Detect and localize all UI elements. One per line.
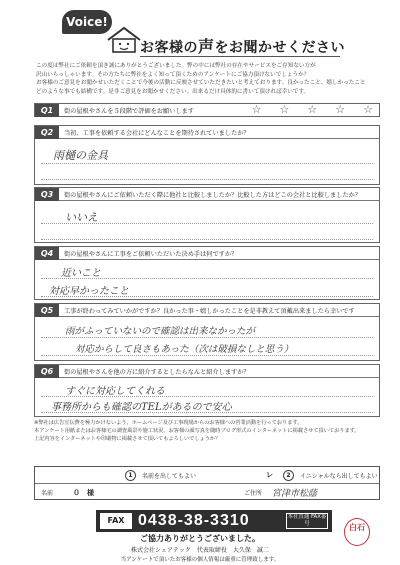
title-underline bbox=[140, 56, 340, 57]
consent-notes: ※弊社は広告宣伝費を極力かけないよう、ホームページ及び工事現場からのお客様への営業活動を行っております。 本アンケート用紙またはお客様宅の調査風景や施工状況、お客様の顔写真を随時ブログ形式のインターネットに掲載させて頂いております。 上記内容をインターネットや印刷物に掲載させて頂いてもよろしいでしょうか？ bbox=[34, 420, 360, 442]
thanks-text: ご協力ありがとうございました。 bbox=[140, 534, 260, 543]
question-1 bbox=[34, 103, 380, 117]
question-5 bbox=[34, 303, 380, 361]
handwritten-answer: 近いこと bbox=[61, 268, 101, 279]
fax-label: FAX bbox=[100, 513, 132, 529]
fax-number: 0438-38-3310 bbox=[138, 512, 250, 529]
name-table bbox=[34, 466, 380, 500]
handwritten-answer: 事務所からも確認のTELがあるので安心 bbox=[51, 402, 232, 413]
question-text: 街の屋根やさんを５段階で評価をお願いします bbox=[64, 107, 194, 115]
question-text: 街の屋根やさんに工事をご依頼いただいた決め手は何ですか？ bbox=[64, 250, 238, 258]
question-3 bbox=[34, 187, 380, 243]
handwritten-answer: 雨樋の金具 bbox=[53, 149, 108, 162]
voice-badge: Voice! bbox=[62, 10, 112, 34]
seal-stamp: 白石 bbox=[344, 518, 370, 546]
address-value[interactable]: 宮津市松蔭 bbox=[272, 489, 318, 499]
page-title: お客様の声をお聞かせください bbox=[140, 37, 346, 56]
name-row bbox=[35, 484, 379, 501]
question-2 bbox=[34, 125, 380, 185]
question-number: Q6 bbox=[35, 365, 59, 378]
question-6 bbox=[34, 364, 380, 417]
fax-bar bbox=[96, 510, 332, 532]
star-icon[interactable]: ☆ bbox=[307, 103, 318, 116]
option-1-marker[interactable]: 1 bbox=[125, 470, 136, 481]
consent-option-1: 名前を出してもよい bbox=[142, 472, 197, 480]
handwritten-answer: 対応からして良さもあった（次は破損なしと思う） bbox=[75, 344, 294, 355]
question-text: 当初、工事を依頼する会社にどんなことを期待されていましたか？ bbox=[64, 129, 250, 137]
intro-text: この度は弊社にご依頼を頂き誠にありがとうございました。弊の中には弊社の存在やサービスをご存知ない方が 沢山いらっしゃいます。その方たちに弊社をよく知って頂くためのアンケートにご協力頂けないでしょうか？ お客様のご意見をお聞かせいただくことで今後の活動に反映させていただきたいと考えております。良かったこと、嬉しかったこと どのような事でも結構です。是非ご意見をお聞かせください。出来るだけ具体的に書いて頂ければ幸いです。 bbox=[36, 63, 366, 95]
question-text: 街の屋根やさんを他の方に紹介するとしたらなんと紹介しますか？ bbox=[64, 368, 250, 376]
house-icon bbox=[106, 26, 142, 54]
name-value[interactable]: ０ 様 bbox=[73, 488, 95, 497]
checkmark-icon: レ bbox=[266, 471, 274, 479]
handwritten-answer: いいえ bbox=[65, 211, 98, 224]
question-number: Q1 bbox=[35, 104, 59, 117]
handwritten-answer: 雨がふっていないので確認は出来なかったが bbox=[65, 326, 256, 337]
handwritten-answer: すぐに対応してくれる bbox=[65, 386, 165, 397]
rating-stars bbox=[252, 104, 373, 116]
star-icon[interactable]: ☆ bbox=[363, 103, 373, 116]
star-icon[interactable]: ☆ bbox=[279, 103, 290, 116]
name-label: 名前 bbox=[41, 490, 54, 497]
consent-option-2: イニシャルなら出してもよい bbox=[300, 472, 378, 480]
privacy-text: 当アンケートで頂いたお客様の個人情報は厳重に管理致します。 bbox=[120, 557, 280, 563]
company-text: 株式会社シェアテック 代表取締役 大久保 誠二 bbox=[131, 547, 269, 554]
handwritten-answer: 対応早かったこと bbox=[49, 286, 129, 297]
question-number: Q2 bbox=[35, 126, 59, 139]
consent-row bbox=[35, 467, 379, 484]
question-text: 街の屋根やさんにご依頼いただく際に他社と比較しましたか？比較した方はどこの会社と比較しましたか？ bbox=[64, 191, 361, 199]
question-number: Q3 bbox=[35, 188, 59, 201]
question-text: 工事が終わってみていかがですか？良かった事・嬉しかったことを是非教えて頂戴出来ましたら幸いです bbox=[64, 307, 355, 315]
question-number: Q5 bbox=[35, 304, 59, 317]
star-icon[interactable]: ☆ bbox=[335, 103, 346, 116]
fax-side-label: 本社直通 FAX番号 bbox=[287, 514, 327, 527]
star-icon[interactable]: ☆ bbox=[251, 103, 262, 116]
question-4 bbox=[34, 246, 380, 300]
option-2-marker[interactable]: 2 bbox=[283, 470, 294, 481]
address-label: ご住所 bbox=[244, 490, 263, 497]
question-number: Q4 bbox=[35, 247, 59, 260]
